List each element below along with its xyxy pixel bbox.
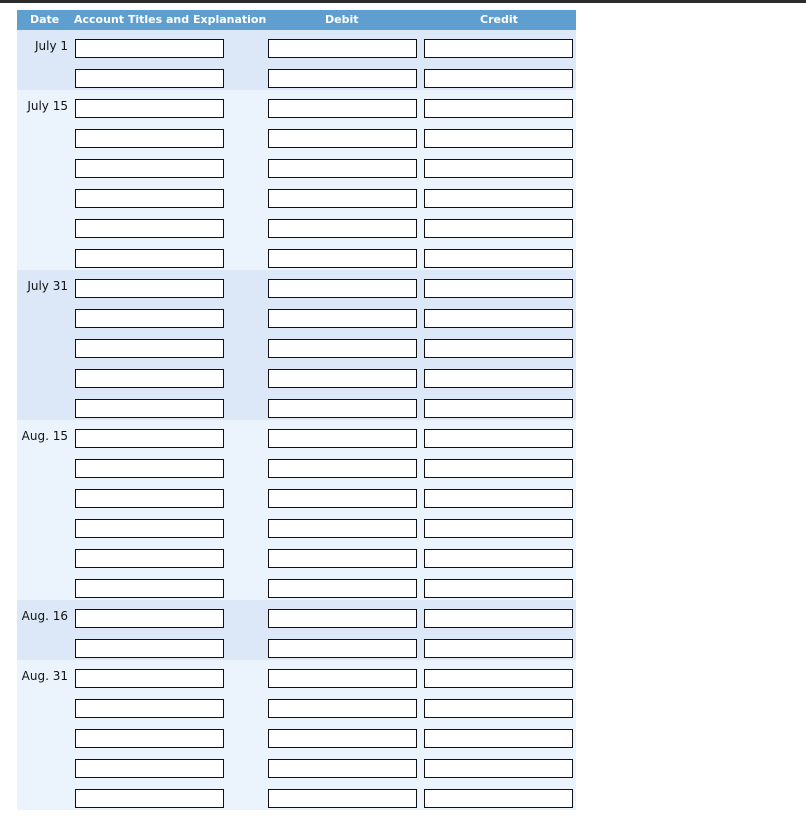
- account-input[interactable]: [75, 429, 224, 448]
- table-row: [17, 150, 576, 180]
- account-input[interactable]: [75, 459, 224, 478]
- credit-input[interactable]: [424, 519, 573, 538]
- debit-input[interactable]: [268, 279, 417, 298]
- debit-input[interactable]: [268, 579, 417, 598]
- entry-date: Aug. 31: [21, 669, 68, 683]
- credit-input[interactable]: [424, 579, 573, 598]
- credit-input[interactable]: [424, 189, 573, 208]
- table-row: [17, 780, 576, 810]
- credit-input[interactable]: [424, 669, 573, 688]
- account-input[interactable]: [75, 159, 224, 178]
- header-date: Date: [30, 13, 60, 26]
- credit-input[interactable]: [424, 639, 573, 658]
- table-row: [17, 240, 576, 270]
- account-input[interactable]: [75, 369, 224, 388]
- credit-input[interactable]: [424, 369, 573, 388]
- debit-input[interactable]: [268, 369, 417, 388]
- entry-date: July 31: [27, 279, 68, 293]
- header-credit: Credit: [480, 13, 518, 26]
- credit-input[interactable]: [424, 219, 573, 238]
- account-input[interactable]: [75, 639, 224, 658]
- debit-input[interactable]: [268, 309, 417, 328]
- table-row: [17, 60, 576, 90]
- table-row: [17, 600, 576, 630]
- header-debit: Debit: [325, 13, 359, 26]
- table-row: [17, 330, 576, 360]
- table-row: [17, 480, 576, 510]
- debit-input[interactable]: [268, 639, 417, 658]
- debit-input[interactable]: [268, 759, 417, 778]
- debit-input[interactable]: [268, 699, 417, 718]
- debit-input[interactable]: [268, 99, 417, 118]
- credit-input[interactable]: [424, 549, 573, 568]
- debit-input[interactable]: [268, 69, 417, 88]
- table-row: [17, 300, 576, 330]
- credit-input[interactable]: [424, 39, 573, 58]
- account-input[interactable]: [75, 609, 224, 628]
- account-input[interactable]: [75, 39, 224, 58]
- table-row: [17, 540, 576, 570]
- entry-date: Aug. 16: [21, 609, 68, 623]
- credit-input[interactable]: [424, 399, 573, 418]
- table-header: [17, 10, 576, 30]
- account-input[interactable]: [75, 69, 224, 88]
- entry-group: [17, 660, 576, 810]
- entry-group: [17, 90, 576, 270]
- table-row: [17, 30, 576, 60]
- credit-input[interactable]: [424, 279, 573, 298]
- account-input[interactable]: [75, 279, 224, 298]
- debit-input[interactable]: [268, 339, 417, 358]
- table-row: [17, 510, 576, 540]
- credit-input[interactable]: [424, 129, 573, 148]
- table-row: [17, 120, 576, 150]
- credit-input[interactable]: [424, 249, 573, 268]
- debit-input[interactable]: [268, 429, 417, 448]
- entry-date: July 15: [27, 99, 68, 113]
- account-input[interactable]: [75, 489, 224, 508]
- account-input[interactable]: [75, 729, 224, 748]
- account-input[interactable]: [75, 669, 224, 688]
- credit-input[interactable]: [424, 309, 573, 328]
- table-row: [17, 360, 576, 390]
- account-input[interactable]: [75, 549, 224, 568]
- credit-input[interactable]: [424, 729, 573, 748]
- credit-input[interactable]: [424, 609, 573, 628]
- account-input[interactable]: [75, 219, 224, 238]
- account-input[interactable]: [75, 519, 224, 538]
- account-input[interactable]: [75, 309, 224, 328]
- debit-input[interactable]: [268, 729, 417, 748]
- table-row: [17, 690, 576, 720]
- debit-input[interactable]: [268, 609, 417, 628]
- entry-date: July 1: [34, 39, 68, 53]
- debit-input[interactable]: [268, 399, 417, 418]
- header-account: Account Titles and Explanation: [74, 13, 267, 26]
- journal-entry-table: [17, 10, 576, 810]
- table-row: [17, 630, 576, 660]
- credit-input[interactable]: [424, 489, 573, 508]
- table-row: [17, 90, 576, 120]
- account-input[interactable]: [75, 249, 224, 268]
- debit-input[interactable]: [268, 789, 417, 808]
- credit-input[interactable]: [424, 759, 573, 778]
- debit-input[interactable]: [268, 549, 417, 568]
- account-input[interactable]: [75, 399, 224, 418]
- debit-input[interactable]: [268, 189, 417, 208]
- table-row: [17, 570, 576, 600]
- account-input[interactable]: [75, 129, 224, 148]
- account-input[interactable]: [75, 759, 224, 778]
- entry-group: [17, 30, 576, 90]
- top-border: [0, 0, 806, 3]
- credit-input[interactable]: [424, 699, 573, 718]
- table-row: [17, 210, 576, 240]
- debit-input[interactable]: [268, 489, 417, 508]
- entry-date: Aug. 15: [21, 429, 68, 443]
- account-input[interactable]: [75, 339, 224, 358]
- entry-group: [17, 270, 576, 420]
- account-input[interactable]: [75, 99, 224, 118]
- credit-input[interactable]: [424, 429, 573, 448]
- credit-input[interactable]: [424, 99, 573, 118]
- account-input[interactable]: [75, 789, 224, 808]
- account-input[interactable]: [75, 189, 224, 208]
- debit-input[interactable]: [268, 219, 417, 238]
- account-input[interactable]: [75, 699, 224, 718]
- debit-input[interactable]: [268, 129, 417, 148]
- debit-input[interactable]: [268, 669, 417, 688]
- table-row: [17, 420, 576, 450]
- debit-input[interactable]: [268, 519, 417, 538]
- entry-group: [17, 420, 576, 600]
- table-row: [17, 270, 576, 300]
- table-row: [17, 450, 576, 480]
- account-input[interactable]: [75, 579, 224, 598]
- credit-input[interactable]: [424, 69, 573, 88]
- table-row: [17, 390, 576, 420]
- table-row: [17, 720, 576, 750]
- credit-input[interactable]: [424, 459, 573, 478]
- credit-input[interactable]: [424, 789, 573, 808]
- credit-input[interactable]: [424, 159, 573, 178]
- table-row: [17, 660, 576, 690]
- table-row: [17, 180, 576, 210]
- debit-input[interactable]: [268, 249, 417, 268]
- table-body: [17, 30, 576, 810]
- table-row: [17, 750, 576, 780]
- credit-input[interactable]: [424, 339, 573, 358]
- debit-input[interactable]: [268, 39, 417, 58]
- debit-input[interactable]: [268, 159, 417, 178]
- debit-input[interactable]: [268, 459, 417, 478]
- entry-group: [17, 600, 576, 660]
